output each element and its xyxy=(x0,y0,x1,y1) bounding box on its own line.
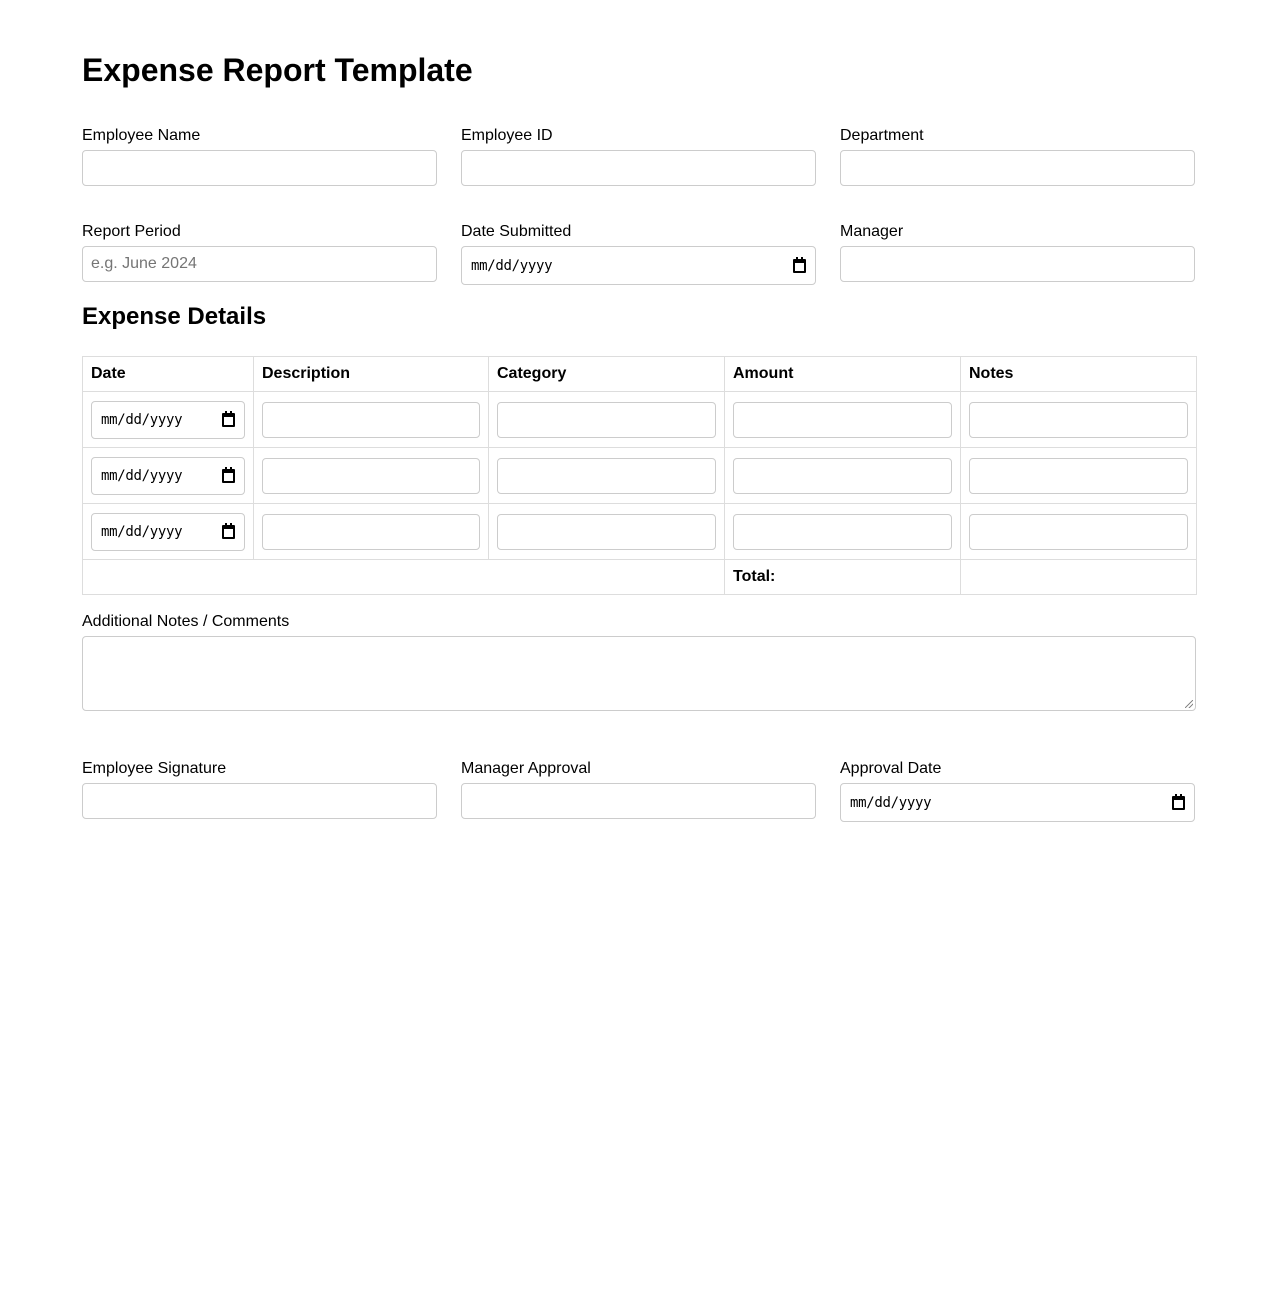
date-cell xyxy=(83,392,254,448)
calendar-icon[interactable] xyxy=(1172,796,1185,810)
table-header-row xyxy=(83,357,1197,392)
calendar-icon[interactable] xyxy=(222,413,235,427)
total-value xyxy=(961,560,1197,595)
date-cell xyxy=(83,448,254,504)
total-spacer-cell xyxy=(83,560,725,595)
report-period-label: Report Period xyxy=(82,223,181,240)
expense-category-input[interactable] xyxy=(497,402,716,438)
report-info-row xyxy=(82,222,1196,285)
employee-id-input[interactable] xyxy=(461,150,816,186)
description-cell xyxy=(254,448,489,504)
description-cell xyxy=(254,504,489,560)
date-submitted-label: Date Submitted xyxy=(461,223,572,240)
column-header-date: Date xyxy=(83,357,254,392)
employee-signature-input[interactable] xyxy=(82,783,437,819)
approval-date-label: Approval Date xyxy=(840,760,942,777)
report-period-field xyxy=(82,222,437,285)
employee-signature-field xyxy=(82,759,437,822)
expense-table xyxy=(82,356,1197,595)
additional-notes-field xyxy=(82,612,1196,711)
expense-category-input[interactable] xyxy=(497,458,716,494)
total-row xyxy=(83,560,1197,595)
description-cell xyxy=(254,392,489,448)
date-submitted-input[interactable] xyxy=(461,246,816,285)
expense-description-input[interactable] xyxy=(262,402,480,438)
approval-date-field xyxy=(840,759,1195,822)
employee-name-input[interactable] xyxy=(82,150,437,186)
notes-cell xyxy=(961,448,1197,504)
approval-date-input[interactable] xyxy=(840,783,1195,822)
total-label: Total: xyxy=(725,560,961,595)
category-cell xyxy=(489,392,725,448)
expense-date-value: mm/dd/yyyy xyxy=(101,523,183,540)
manager-approval-field xyxy=(461,759,816,822)
manager-approval-label: Manager Approval xyxy=(461,760,591,777)
manager-input[interactable] xyxy=(840,246,1195,282)
calendar-icon[interactable] xyxy=(793,259,806,273)
table-row xyxy=(83,392,1197,448)
manager-approval-input[interactable] xyxy=(461,783,816,819)
expense-notes-input[interactable] xyxy=(969,514,1188,550)
manager-field xyxy=(840,222,1195,285)
manager-label: Manager xyxy=(840,223,904,240)
employee-id-field xyxy=(461,126,816,186)
approval-row xyxy=(82,759,1196,822)
expense-date-value: mm/dd/yyyy xyxy=(101,411,183,428)
amount-cell xyxy=(725,504,961,560)
expense-category-input[interactable] xyxy=(497,514,716,550)
employee-signature-label: Employee Signature xyxy=(82,760,227,777)
calendar-icon[interactable] xyxy=(222,469,235,483)
column-header-category: Category xyxy=(489,357,725,392)
column-header-description: Description xyxy=(254,357,489,392)
expense-notes-input[interactable] xyxy=(969,402,1188,438)
employee-name-field xyxy=(82,126,437,186)
expense-date-input[interactable] xyxy=(91,513,245,551)
expense-description-input[interactable] xyxy=(262,458,480,494)
amount-cell xyxy=(725,448,961,504)
category-cell xyxy=(489,448,725,504)
expense-amount-input[interactable] xyxy=(733,458,952,494)
table-row xyxy=(83,504,1197,560)
date-submitted-field xyxy=(461,222,816,285)
category-cell xyxy=(489,504,725,560)
employee-id-label: Employee ID xyxy=(461,127,553,144)
approval-date-value: mm/dd/yyyy xyxy=(850,794,932,811)
additional-notes-label: Additional Notes / Comments xyxy=(82,613,290,630)
department-field xyxy=(840,126,1195,186)
resize-handle-icon[interactable] xyxy=(1185,700,1193,708)
expense-amount-input[interactable] xyxy=(733,514,952,550)
date-submitted-value: mm/dd/yyyy xyxy=(471,257,553,274)
department-label: Department xyxy=(840,127,924,144)
table-row xyxy=(83,448,1197,504)
employee-name-label: Employee Name xyxy=(82,127,201,144)
column-header-amount: Amount xyxy=(725,357,961,392)
amount-cell xyxy=(725,392,961,448)
department-input[interactable] xyxy=(840,150,1195,186)
expense-notes-input[interactable] xyxy=(969,458,1188,494)
expense-amount-input[interactable] xyxy=(733,402,952,438)
page-title: Expense Report Template xyxy=(82,52,473,88)
column-header-notes: Notes xyxy=(961,357,1197,392)
expense-details-heading: Expense Details xyxy=(82,303,267,330)
notes-cell xyxy=(961,504,1197,560)
calendar-icon[interactable] xyxy=(222,525,235,539)
expense-date-input[interactable] xyxy=(91,401,245,439)
expense-date-value: mm/dd/yyyy xyxy=(101,467,183,484)
additional-notes-textarea[interactable] xyxy=(82,636,1196,711)
notes-cell xyxy=(961,392,1197,448)
date-cell xyxy=(83,504,254,560)
expense-date-input[interactable] xyxy=(91,457,245,495)
expense-description-input[interactable] xyxy=(262,514,480,550)
employee-info-row xyxy=(82,126,1196,186)
report-period-input[interactable]: e.g. June 2024 xyxy=(82,246,437,282)
